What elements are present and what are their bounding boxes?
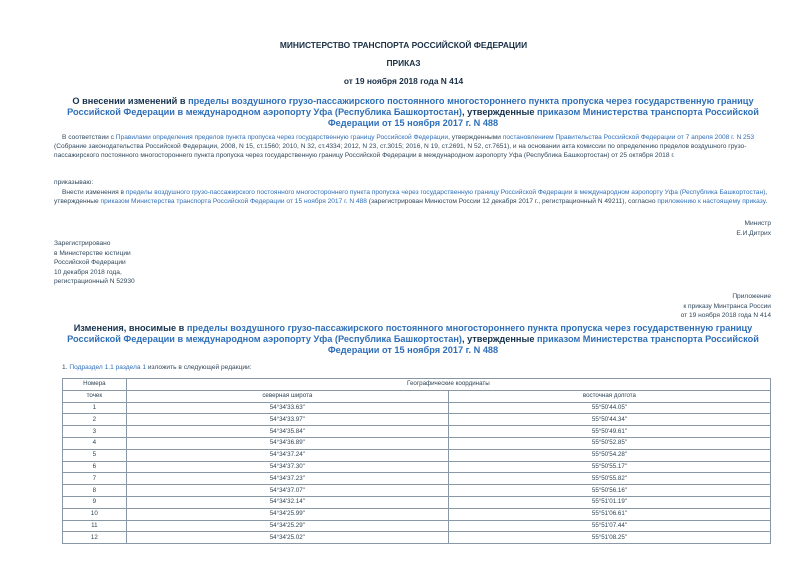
header-latitude: северная широта	[126, 390, 448, 402]
point-number: 8	[63, 485, 127, 497]
registration-line-5: регистрационный N 52930	[54, 278, 135, 285]
registration-line-2: в Министерстве юстиции	[54, 249, 131, 257]
longitude-cell: 55°51'06.61"	[448, 508, 770, 520]
body-text-2: , утвержденные	[54, 189, 768, 206]
longitude-cell: 55°50'49.61"	[448, 426, 770, 438]
longitude-cell: 55°50'44.34"	[448, 414, 770, 426]
latitude-cell: 54°34'37.30"	[126, 461, 448, 473]
item-1-text: изложить в следующей редакции:	[146, 364, 252, 371]
latitude-cell: 54°34'37.24"	[126, 449, 448, 461]
body-paragraph	[54, 188, 772, 206]
body-link-appendix[interactable]: приложению к настоящему приказу	[657, 198, 766, 206]
table-row	[63, 496, 771, 508]
appendix-reference	[681, 292, 771, 321]
table-row	[63, 426, 771, 438]
title-prefix: О внесении изменений в	[72, 96, 189, 106]
longitude-cell: 55°51'08.25"	[448, 532, 770, 544]
header-coordinates: Географические координаты	[126, 379, 770, 391]
table-row	[63, 461, 771, 473]
latitude-cell: 54°34'35.84"	[126, 426, 448, 438]
preamble-text-1: В соответствии с	[62, 134, 116, 141]
point-number: 6	[63, 461, 127, 473]
item-1	[62, 363, 252, 372]
signature-name: Е.И.Дитрих	[736, 229, 771, 237]
latitude-cell: 54°34'36.89"	[126, 437, 448, 449]
point-number: 1	[63, 402, 127, 414]
point-number: 11	[63, 520, 127, 532]
point-number: 9	[63, 496, 127, 508]
longitude-cell: 55°50'56.16"	[448, 485, 770, 497]
coordinates-table	[62, 378, 771, 544]
signature-block	[736, 219, 771, 238]
point-number: 2	[63, 414, 127, 426]
doc-type-heading: ПРИКАЗ	[386, 58, 421, 68]
preamble-text-3: (Собрание законодательства Российской Федерации, 2008, N 15, ст.1560; 2010, N 32, ст.4334; 2012, N 23, ст.3015; 2016, N 19, ст.2691, N 52, ст.7651), и на основании акта комиссии по определению пределов воздушного грузо-пассажирского постоянного многостороннего пункта пропуска через государственную границу Российской Федерации в международном аэропорту Уфа (Республика Башкортостан) от 25 октября 2018 г.	[54, 143, 747, 160]
registration-line-3: Российской Федерации	[54, 259, 126, 266]
body-link-limits[interactable]: пределы воздушного грузо-пассажирского постоянного многостороннего пункта пропуска через государственную границу Российской Федерации в международном аэропорту Уфа (Республика Башкортостан)	[125, 189, 766, 196]
changes-title-link-order-488[interactable]: приказом Министерства транспорта Российской Федерации от 15 ноября 2017 г. N 488	[327, 334, 759, 355]
changes-title	[54, 323, 772, 356]
body-link-order-488[interactable]: приказом Министерства транспорта Российской Федерации от 15 ноября 2017 г. N 488	[100, 198, 367, 206]
item-1-number: 1.	[62, 364, 70, 371]
table-row	[63, 532, 771, 544]
table-row	[63, 402, 771, 414]
longitude-cell: 55°50'55.17"	[448, 461, 770, 473]
item-1-link-subsection[interactable]: Подраздел 1.1 раздела 1	[69, 364, 147, 371]
longitude-cell: 55°51'07.44"	[448, 520, 770, 532]
registration-line-1: Зарегистрировано	[54, 240, 111, 247]
order-word: приказываю:	[54, 179, 94, 186]
changes-title-middle: , утвержденные	[461, 334, 537, 344]
latitude-cell: 54°34'32.14"	[126, 496, 448, 508]
appendix-line-3: от 19 ноября 2018 года N 414	[680, 312, 771, 319]
latitude-cell: 54°34'25.02"	[126, 532, 448, 544]
latitude-cell: 54°34'33.63"	[126, 402, 448, 414]
title-link-order-488[interactable]: приказом Министерства транспорта Российской Федерации от 15 ноября 2017 г. N 488	[327, 107, 759, 128]
preamble-text-2: , утвержденными	[448, 134, 503, 141]
order-title	[54, 96, 772, 129]
longitude-cell: 55°51'01.19"	[448, 496, 770, 508]
ministry-heading: МИНИСТЕРСТВО ТРАНСПОРТА РОССИЙСКОЙ ФЕДЕРАЦИИ	[279, 40, 528, 50]
table-row	[63, 449, 771, 461]
title-link-limits[interactable]: пределы воздушного грузо-пассажирского постоянного многостороннего пункта пропуска через государственную границу Российской Федерации в международном аэропорту Уфа (Республика Башкортостан)	[67, 96, 754, 117]
body-text-4: .	[765, 198, 768, 206]
point-number: 7	[63, 473, 127, 485]
changes-title-link-limits[interactable]: пределы воздушного грузо-пассажирского постоянного многостороннего пункта пропуска через государственную границу Российской Федерации в международном аэропорту Уфа (Республика Башкортостан)	[67, 323, 753, 344]
table-row	[63, 414, 771, 426]
longitude-cell: 55°50'52.85"	[448, 437, 770, 449]
point-number: 5	[63, 449, 127, 461]
latitude-cell: 54°34'37.07"	[126, 485, 448, 497]
latitude-cell: 54°34'33.97"	[126, 414, 448, 426]
preamble-paragraph	[54, 133, 772, 161]
registration-block	[54, 239, 135, 287]
header-longitude: восточная долгота	[448, 390, 770, 402]
header-points-2: точек	[63, 390, 127, 402]
point-number: 12	[63, 532, 127, 544]
body-text-1: Внести изменения в	[62, 189, 126, 196]
title-middle: , утвержденные	[461, 107, 537, 117]
point-number: 10	[63, 508, 127, 520]
latitude-cell: 54°34'37.23"	[126, 473, 448, 485]
table-row	[63, 437, 771, 449]
point-number: 3	[63, 426, 127, 438]
body-text-3: (зарегистрирован Минюстом России 12 декабря 2017 г., регистрационный N 49211), согласно	[366, 198, 658, 206]
latitude-cell: 54°34'25.99"	[126, 508, 448, 520]
point-number: 4	[63, 437, 127, 449]
table-row	[63, 508, 771, 520]
latitude-cell: 54°34'25.29"	[126, 520, 448, 532]
longitude-cell: 55°50'55.82"	[448, 473, 770, 485]
preamble-link-decree-253[interactable]: постановлением Правительства Российской Федерации от 7 апреля 2008 г. N 253	[502, 134, 755, 141]
preamble-link-rules[interactable]: Правилами определения пределов пункта пропуска через государственную границу Российской Федерации	[115, 134, 449, 141]
appendix-line-2: к приказу Минтранса России	[683, 302, 771, 310]
registration-line-4: 10 декабря 2018 года,	[54, 268, 122, 276]
table-row	[63, 473, 771, 485]
longitude-cell: 55°50'44.05"	[448, 402, 770, 414]
appendix-line-1: Приложение	[732, 293, 771, 300]
signature-position: Министр	[744, 220, 771, 227]
header-points-1: Номера	[63, 379, 127, 391]
changes-title-prefix: Изменения, вносимые в	[73, 323, 187, 333]
longitude-cell: 55°50'54.28"	[448, 449, 770, 461]
table-row	[63, 485, 771, 497]
date-number-heading: от 19 ноября 2018 года N 414	[343, 76, 464, 86]
table-row	[63, 520, 771, 532]
